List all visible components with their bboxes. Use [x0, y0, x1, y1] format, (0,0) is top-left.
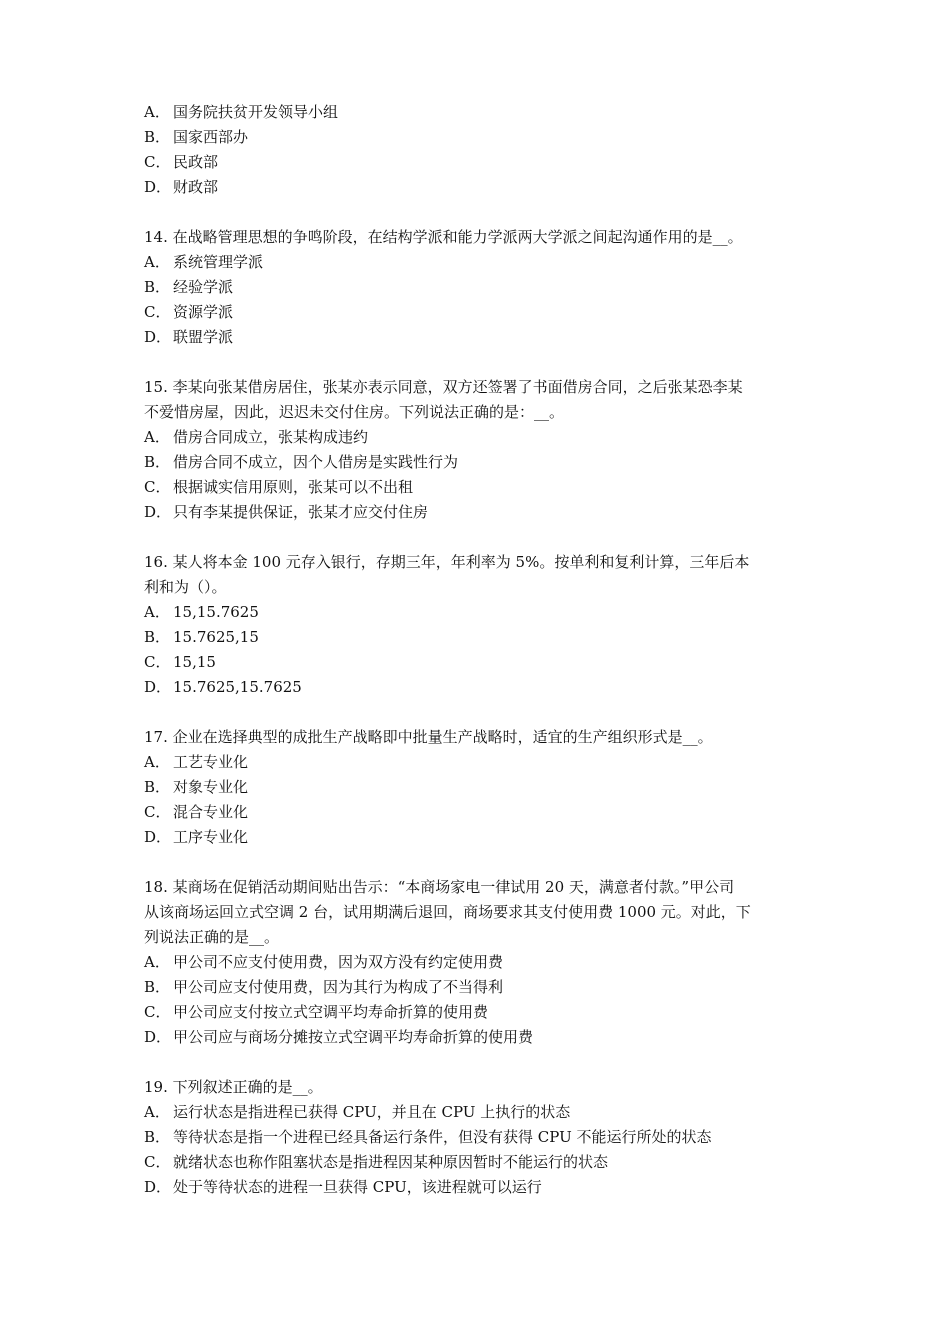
- option-line: [144, 325, 824, 350]
- option-letter: C．: [144, 478, 171, 496]
- option-letter: C．: [144, 1003, 171, 1021]
- option-text: 经验学派: [173, 278, 234, 296]
- option-line: [144, 1175, 824, 1200]
- option-line: [144, 475, 824, 500]
- option-line: [144, 600, 824, 625]
- option-line: [144, 775, 824, 800]
- option-text: 只有李某提供保证，张某才应交付住房: [173, 503, 429, 521]
- question-stem: 17. 企业在选择典型的成批生产战略即中批量生产战略时，适宜的生产组织形式是__。: [144, 728, 713, 746]
- option-line: [144, 300, 824, 325]
- lead-options: [144, 100, 824, 200]
- option-text: 国家西部办: [173, 128, 249, 146]
- option-text: 甲公司应支付使用费，因为其行为构成了不当得利: [173, 978, 504, 996]
- option-line: [144, 1000, 824, 1025]
- option-line: [144, 800, 824, 825]
- spacer: [144, 700, 824, 725]
- option-line: [144, 125, 824, 150]
- option-letter: B．: [144, 1128, 171, 1146]
- option-line: [144, 425, 824, 450]
- option-letter: A．: [144, 103, 170, 121]
- option-text: 运行状态是指进程已获得 CPU，并且在 CPU 上执行的状态: [173, 1103, 571, 1121]
- option-letter: B．: [144, 778, 171, 796]
- question-stem: 19. 下列叙述正确的是__。: [144, 1078, 323, 1096]
- option-line: [144, 1150, 824, 1175]
- option-letter: D．: [144, 178, 172, 196]
- option-line: [144, 1025, 824, 1050]
- option-line: [144, 1100, 824, 1125]
- option-text: 借房合同不成立，因个人借房是实践性行为: [173, 453, 459, 471]
- option-letter: B．: [144, 278, 171, 296]
- option-line: [144, 625, 824, 650]
- question-18: [144, 875, 824, 1050]
- option-text: 国务院扶贫开发领导小组: [173, 103, 339, 121]
- option-text: 对象专业化: [173, 778, 249, 796]
- option-letter: B．: [144, 628, 171, 646]
- option-text: 15,15.7625: [173, 603, 259, 621]
- option-letter: D．: [144, 503, 172, 521]
- option-text: 系统管理学派: [173, 253, 264, 271]
- option-line: [144, 100, 824, 125]
- option-letter: C．: [144, 153, 171, 171]
- option-letter: D．: [144, 1178, 172, 1196]
- option-letter: A．: [144, 603, 170, 621]
- option-letter: D．: [144, 828, 172, 846]
- option-letter: C．: [144, 303, 171, 321]
- spacer: [144, 525, 824, 550]
- spacer: [144, 200, 824, 225]
- option-letter: B．: [144, 128, 171, 146]
- option-text: 混合专业化: [173, 803, 249, 821]
- option-line: [144, 750, 824, 775]
- question-19: [144, 1075, 824, 1200]
- question-stem: 15. 李某向张某借房居住，张某亦表示同意，双方还签署了书面借房合同，之后张某恐李某: [144, 378, 743, 396]
- option-letter: A．: [144, 1103, 170, 1121]
- option-text: 工序专业化: [173, 828, 249, 846]
- option-line: [144, 825, 824, 850]
- option-line: [144, 450, 824, 475]
- question-stem: 列说法正确的是__。: [144, 928, 280, 946]
- option-text: 15.7625,15: [173, 628, 259, 646]
- option-text: 联盟学派: [173, 328, 234, 346]
- option-letter: A．: [144, 953, 170, 971]
- option-text: 根据诚实信用原则，张某可以不出租: [173, 478, 414, 496]
- spacer: [144, 1050, 824, 1075]
- question-17: [144, 725, 824, 850]
- option-line: [144, 275, 824, 300]
- question-stem: 从该商场运回立式空调 2 台，试用期满后退回，商场要求其支付使用费 1000 元。对此，下: [144, 903, 751, 921]
- option-letter: D．: [144, 678, 172, 696]
- option-letter: C．: [144, 1153, 171, 1171]
- question-16: [144, 550, 824, 700]
- option-line: [144, 150, 824, 175]
- option-letter: D．: [144, 1028, 172, 1046]
- option-text: 民政部: [173, 153, 219, 171]
- option-line: [144, 500, 824, 525]
- option-line: [144, 950, 824, 975]
- document-page: [144, 100, 824, 1200]
- question-14: [144, 225, 824, 350]
- option-text: 处于等待状态的进程一旦获得 CPU，该进程就可以运行: [173, 1178, 542, 1196]
- option-line: [144, 675, 824, 700]
- option-text: 资源学派: [173, 303, 234, 321]
- option-text: 工艺专业化: [173, 753, 249, 771]
- option-letter: C．: [144, 653, 171, 671]
- option-text: 甲公司不应支付使用费，因为双方没有约定使用费: [173, 953, 504, 971]
- option-text: 甲公司应与商场分摊按立式空调平均寿命折算的使用费: [173, 1028, 534, 1046]
- question-stem: 14. 在战略管理思想的争鸣阶段，在结构学派和能力学派两大学派之间起沟通作用的是__。: [144, 228, 743, 246]
- question-stem: 18. 某商场在促销活动期间贴出告示：“本商场家电一律试用 20 天，满意者付款。”甲公司: [144, 878, 735, 896]
- option-letter: A．: [144, 253, 170, 271]
- option-text: 15.7625,15.7625: [173, 678, 302, 696]
- option-letter: B．: [144, 978, 171, 996]
- option-letter: A．: [144, 753, 170, 771]
- question-stem: 利和为（）。: [144, 578, 227, 596]
- option-line: [144, 1125, 824, 1150]
- option-line: [144, 975, 824, 1000]
- spacer: [144, 350, 824, 375]
- option-text: 借房合同成立，张某构成违约: [173, 428, 369, 446]
- question-stem: 16. 某人将本金 100 元存入银行，存期三年，年利率为 5%。按单利和复利计算，三年后本: [144, 553, 750, 571]
- option-text: 就绪状态也称作阻塞状态是指进程因某种原因暂时不能运行的状态: [173, 1153, 609, 1171]
- option-letter: B．: [144, 453, 171, 471]
- option-letter: A．: [144, 428, 170, 446]
- option-text: 等待状态是指一个进程已经具备运行条件，但没有获得 CPU 不能运行所处的状态: [173, 1128, 712, 1146]
- question-15: [144, 375, 824, 525]
- option-line: [144, 650, 824, 675]
- option-text: 15,15: [173, 653, 216, 671]
- question-stem: 不爱惜房屋，因此，迟迟未交付住房。下列说法正确的是：__。: [144, 403, 565, 421]
- option-line: [144, 175, 824, 200]
- option-letter: D．: [144, 328, 172, 346]
- option-text: 甲公司应支付按立式空调平均寿命折算的使用费: [173, 1003, 489, 1021]
- option-text: 财政部: [173, 178, 219, 196]
- option-letter: C．: [144, 803, 171, 821]
- option-line: [144, 250, 824, 275]
- spacer: [144, 850, 824, 875]
